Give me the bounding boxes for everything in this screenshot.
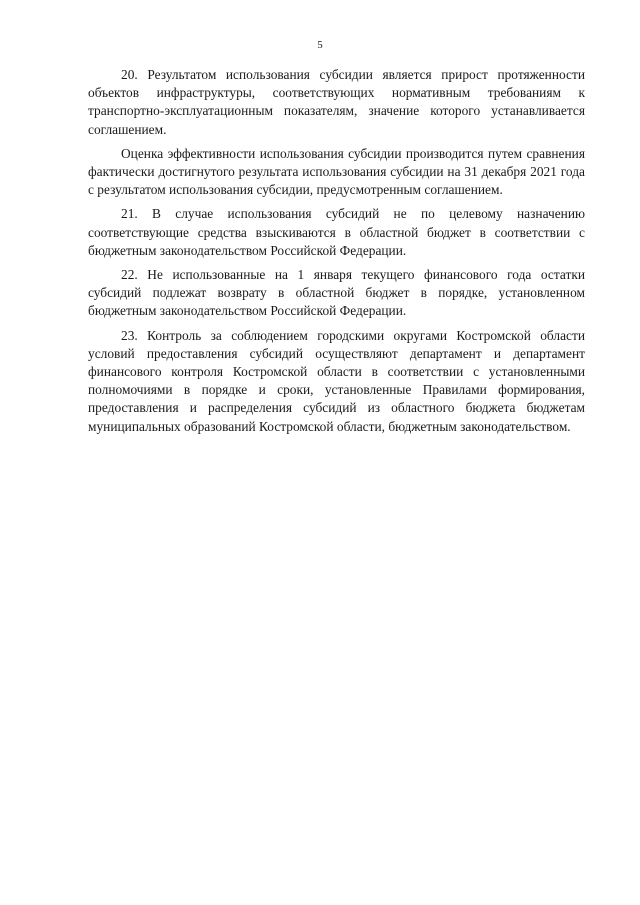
paragraph-21-misuse: 21. В случае использования субсидий не по целевому назначению соответствующие средства взыскиваются в областной бюджет в соответствии с бюджетным законодательством Российской Федерации.	[88, 206, 585, 258]
paragraph-23-control: 23. Контроль за соблюдением городскими округами Костромской области условий предоставления субсидий осуществляют департамент и департамент финансового контроля Костромской области в соответствии с установленными полномочиями в порядке и сроки, установленные Правилами формирования, предоставления и распределения субсидий из областного бюджета бюджетам муниципальных образований Костромской области, бюджетным законодательством.	[88, 327, 585, 434]
page-number: 5	[317, 39, 323, 51]
paragraph-20-result: 20. Результатом использования субсидии является прирост протяженности объектов инфраструктуры, соответствующих нормативным требованиям к транспортно-эксплуатационным показателям, значение которого устанавливается соглашением.	[88, 67, 585, 137]
paragraph-22-unused-balances: 22. Не использованные на 1 января текущего финансового года остатки субсидий подлежат возврату в областной бюджет в порядке, установленном бюджетным законодательством Российской Федерации.	[88, 267, 585, 319]
paragraph-efficiency-assessment: Оценка эффективности использования субсидии производится путем сравнения фактически достигнутого результата использования субсидии на 31 декабря 2021 года с результатом использования субсидии, предусмотренным соглашением.	[88, 145, 585, 198]
document-body	[88, 66, 585, 436]
